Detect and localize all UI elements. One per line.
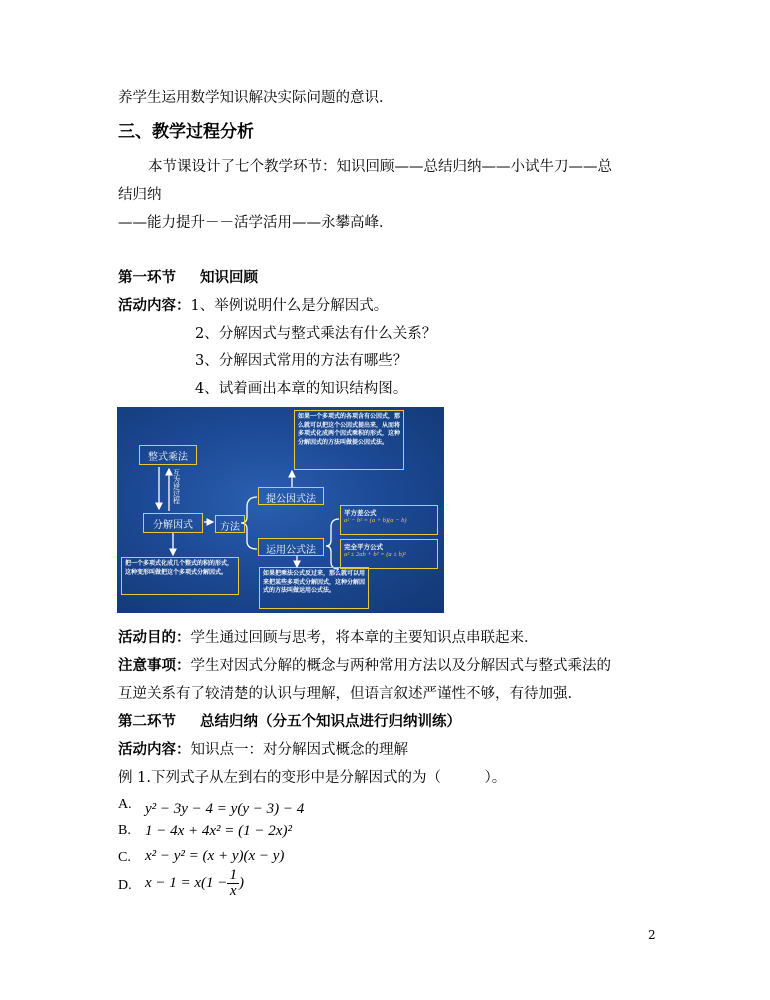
option-expression: 1 − 4x + 4x² = (1 − 2x)² [145, 823, 292, 839]
fraction-denominator: x [229, 883, 237, 899]
content-label: 活动内容： [118, 741, 191, 758]
section2-name: 总结归纳（分五个知识点进行归纳训练） [200, 713, 461, 730]
section1-title [118, 268, 258, 288]
content-text: 知识点一：对分解因式概念的理解 [190, 742, 408, 758]
box-fenjie-yinshi: 分解因式 [143, 513, 203, 533]
fraction [227, 868, 239, 899]
option-label: A. [118, 797, 132, 812]
content-item: 2、分解因式与整式乘法有什么关系？ [195, 326, 437, 342]
paragraph-line: 结归纳 [118, 187, 162, 203]
note-fenjie-definition: 把一个多项式化成几个整式的积的形式，这种变形叫做把这个多项式分解因式。 [121, 557, 239, 595]
page-number: 2 [648, 928, 656, 942]
box-pingfangcha [340, 505, 438, 535]
expr-right: ) [238, 875, 244, 891]
option-expression: y² − 3y − 4 = y(y − 3) − 4 [145, 801, 305, 817]
activity-notes-line [118, 656, 611, 676]
box-tigongyinshi: 提公因式法 [258, 487, 324, 505]
pingfangcha-title: 平方差公式 [344, 509, 377, 517]
section2-label: 第二环节 [118, 713, 176, 730]
box-fangfa: 方法 [215, 515, 245, 533]
option-label: D. [118, 878, 132, 893]
box-yunyong-gongshi: 运用公式法 [258, 538, 324, 556]
content-item: 3、分解因式常用的方法有哪些？ [195, 353, 408, 369]
paragraph-line: 互逆关系有了较清楚的认识与理解，但语言叙述严谨性不够，有待加强． [118, 686, 582, 702]
example-question: 例 1.下列式子从左到右的变形中是分解因式的为（ ）。 [118, 770, 507, 786]
content-item: 4、试着画出本章的知识结构图。 [195, 381, 408, 397]
note-tigongyinshi: 如果一个多项式的各项含有公因式，那么就可以把这个公因式提出来，从而将多项式化成两个因式乘积的形式，这种分解因式的方法叫做提公因式法。 [294, 410, 404, 470]
fraction-numerator: 1 [229, 867, 237, 883]
section1-label: 第一环节 [118, 269, 176, 286]
section2-title [118, 712, 461, 732]
option-expression [145, 868, 244, 899]
expr-left: x − 1 = x(1 − [145, 875, 228, 891]
paragraph-line: 养学生运用数学知识解决实际问题的意识． [118, 90, 394, 106]
option-label: C. [118, 850, 131, 865]
box-zhengshi-chengfa: 整式乘法 [139, 445, 197, 465]
knowledge-structure-figure [117, 407, 444, 613]
notes-text: 学生对因式分解的概念与两种常用方法以及分解因式与整式乘法的 [190, 658, 611, 674]
label-huwei-niguocheng: 互为逆过程 [173, 469, 180, 505]
notes-label: 注意事项： [118, 657, 191, 674]
box-wanquan-pingfang [340, 539, 438, 569]
paragraph-line: 本节课设计了七个教学环节：知识回顾——总结归纳——小试牛刀——总 [148, 159, 612, 175]
wanquan-title: 完全平方公式 [344, 543, 383, 551]
option-expression: x² − y² = (x + y)(x − y) [145, 848, 285, 864]
purpose-label: 活动目的： [118, 629, 191, 646]
paragraph-line: ——能力提升－－活学活用——永攀高峰． [118, 215, 394, 231]
activity-content-line [118, 740, 408, 760]
content-item: 1、举例说明什么是分解因式。 [190, 298, 389, 314]
section-heading: 三、教学过程分析 [118, 122, 254, 142]
activity-content-line [118, 296, 388, 316]
purpose-text: 学生通过回顾与思考，将本章的主要知识点串联起来． [190, 630, 539, 646]
note-yunyong-gongshi: 如果把乘法公式反过来，那么就可以用来把某些多项式分解因式，这种分解因式的方法叫做运用公式法。 [259, 567, 369, 609]
content-label: 活动内容： [118, 297, 191, 314]
pingfangcha-formula: a² − b² = (a + b)(a − b) [344, 517, 407, 524]
section1-name: 知识回顾 [200, 269, 258, 286]
activity-purpose-line [118, 628, 539, 648]
option-label: B. [118, 823, 131, 838]
wanquan-formula: a² ± 2ab + b² = (a ± b)² [344, 551, 406, 558]
